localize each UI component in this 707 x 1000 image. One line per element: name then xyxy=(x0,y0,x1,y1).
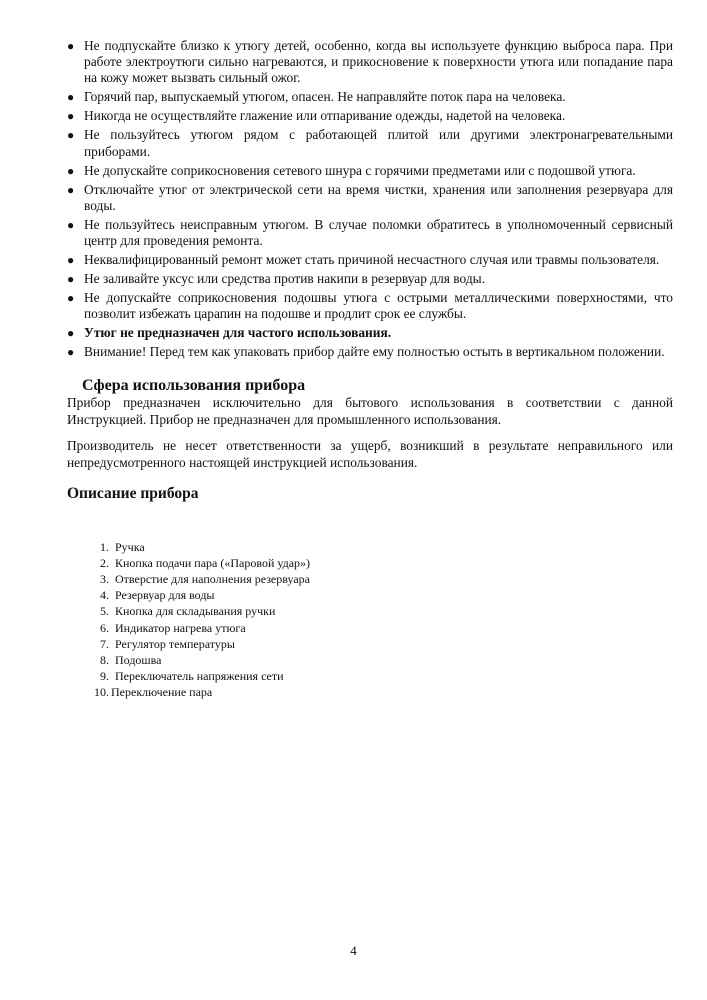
scope-paragraph-1: Прибор предназначен исключительно для бытового использования в соответствии с данной Инструкцией. Прибор не предназначен для промышленного использования. xyxy=(67,395,673,428)
part-item xyxy=(87,636,673,652)
part-number: 2. xyxy=(100,555,109,570)
warning-item xyxy=(67,325,673,341)
part-item xyxy=(87,539,673,555)
part-number: 1. xyxy=(100,539,109,554)
bullet-icon: ● xyxy=(67,109,75,124)
warning-text: Не допускайте соприкосновения подошвы утюга с острыми металлическими поверхностями, что позволит избежать царапин на подошве и продлит срок ее службы. xyxy=(84,290,673,322)
bullet-icon: ● xyxy=(67,326,75,341)
warning-item xyxy=(67,127,673,159)
bullet-icon: ● xyxy=(67,128,75,143)
bullet-icon: ● xyxy=(67,253,75,268)
bullet-icon: ● xyxy=(67,182,75,197)
parts-list xyxy=(67,539,673,701)
warning-item xyxy=(67,252,673,268)
warning-text: Неквалифицированный ремонт может стать причиной несчастного случая или травмы пользователя. xyxy=(84,252,660,268)
part-item xyxy=(87,620,673,636)
bullet-icon: ● xyxy=(67,345,75,360)
bullet-icon: ● xyxy=(67,90,75,105)
part-item xyxy=(87,555,673,571)
warning-item xyxy=(67,38,673,87)
warning-text: Внимание! Перед тем как упаковать прибор дайте ему полностью остыть в вертикальном положении. xyxy=(84,344,665,360)
part-label: Индикатор нагрева утюга xyxy=(115,620,246,635)
part-label: Отверстие для наполнения резервуара xyxy=(115,572,311,587)
document-page xyxy=(67,38,673,701)
warning-text: Не заливайте уксус или средства против накипи в резервуар для воды. xyxy=(84,271,485,287)
part-label: Переключатель напряжения сети xyxy=(115,669,284,684)
part-label: Ручка xyxy=(115,539,145,554)
warning-text: Никогда не осуществляйте глажение или отпаривание одежды, надетой на человека. xyxy=(84,108,566,124)
part-label: Подошва xyxy=(115,653,162,668)
part-item xyxy=(87,684,673,700)
warning-item xyxy=(67,271,673,287)
part-label: Кнопка для складывания ручки xyxy=(115,604,276,619)
part-label: Переключение пара xyxy=(111,685,213,700)
part-item xyxy=(87,571,673,587)
description-title: Описание прибора xyxy=(67,484,199,502)
part-number: 7. xyxy=(100,636,109,651)
warning-text: Не пользуйтесь утюгом рядом с работающей плитой или другими электронагревательными приборами. xyxy=(84,127,673,159)
bullet-icon: ● xyxy=(67,39,75,53)
bullet-icon: ● xyxy=(67,163,75,178)
warning-text: Не пользуйтесь неисправным утюгом. В случае поломки обратитесь в уполномоченный сервисный центр для проведения ремонта. xyxy=(84,216,673,249)
part-number: 9. xyxy=(100,669,109,684)
part-item xyxy=(87,668,673,684)
bullet-icon: ● xyxy=(67,291,75,306)
warning-item xyxy=(67,163,673,179)
part-label: Резервуар для воды xyxy=(115,588,215,603)
warning-text: Горячий пар, выпускаемый утюгом, опасен. Не направляйте поток пара на человека. xyxy=(84,89,566,105)
part-number: 10. xyxy=(94,685,109,700)
warning-item xyxy=(67,182,673,214)
part-item xyxy=(87,603,673,619)
bullet-icon: ● xyxy=(67,272,75,287)
warning-item xyxy=(67,217,673,249)
warning-text: Не допускайте соприкосновения сетевого шнура с горячими предметами или с подошвой утюга. xyxy=(84,162,636,178)
part-item xyxy=(87,587,673,603)
warning-item xyxy=(67,108,673,124)
warning-item xyxy=(67,89,673,105)
part-number: 8. xyxy=(100,653,109,668)
part-label: Регулятор температуры xyxy=(115,636,235,651)
scope-title: Сфера использования прибора xyxy=(82,377,306,395)
part-number: 4. xyxy=(100,588,109,603)
scope-paragraph-2: Производитель не несет ответственности за ущерб, возникший в результате неправильного или непредусмотренного настоящей инструкцией использования. xyxy=(67,438,673,470)
warning-text: Отключайте утюг от электрической сети на время чистки, хранения или заполнения резервуара для воды. xyxy=(84,181,673,213)
part-label: Кнопка подачи пара («Паровой удар») xyxy=(115,555,311,570)
warning-text: Не подпускайте близко к утюгу детей, особенно, когда вы используете функцию выброса пара. При работе электроутюги сильно нагреваются, и прикосновение к поверхности утюга или попадание пара на кожу может вызвать сильный ожог. xyxy=(84,38,673,86)
part-number: 5. xyxy=(100,604,109,619)
part-number: 3. xyxy=(100,572,109,587)
warning-item xyxy=(67,344,673,360)
warning-text: Утюг не предназначен для частого использования. xyxy=(84,325,392,341)
part-item xyxy=(87,652,673,668)
page-number: 4 xyxy=(350,943,357,958)
bullet-icon: ● xyxy=(67,217,75,232)
safety-warnings-list xyxy=(67,38,673,360)
part-number: 6. xyxy=(100,620,109,635)
warning-item xyxy=(67,290,673,322)
